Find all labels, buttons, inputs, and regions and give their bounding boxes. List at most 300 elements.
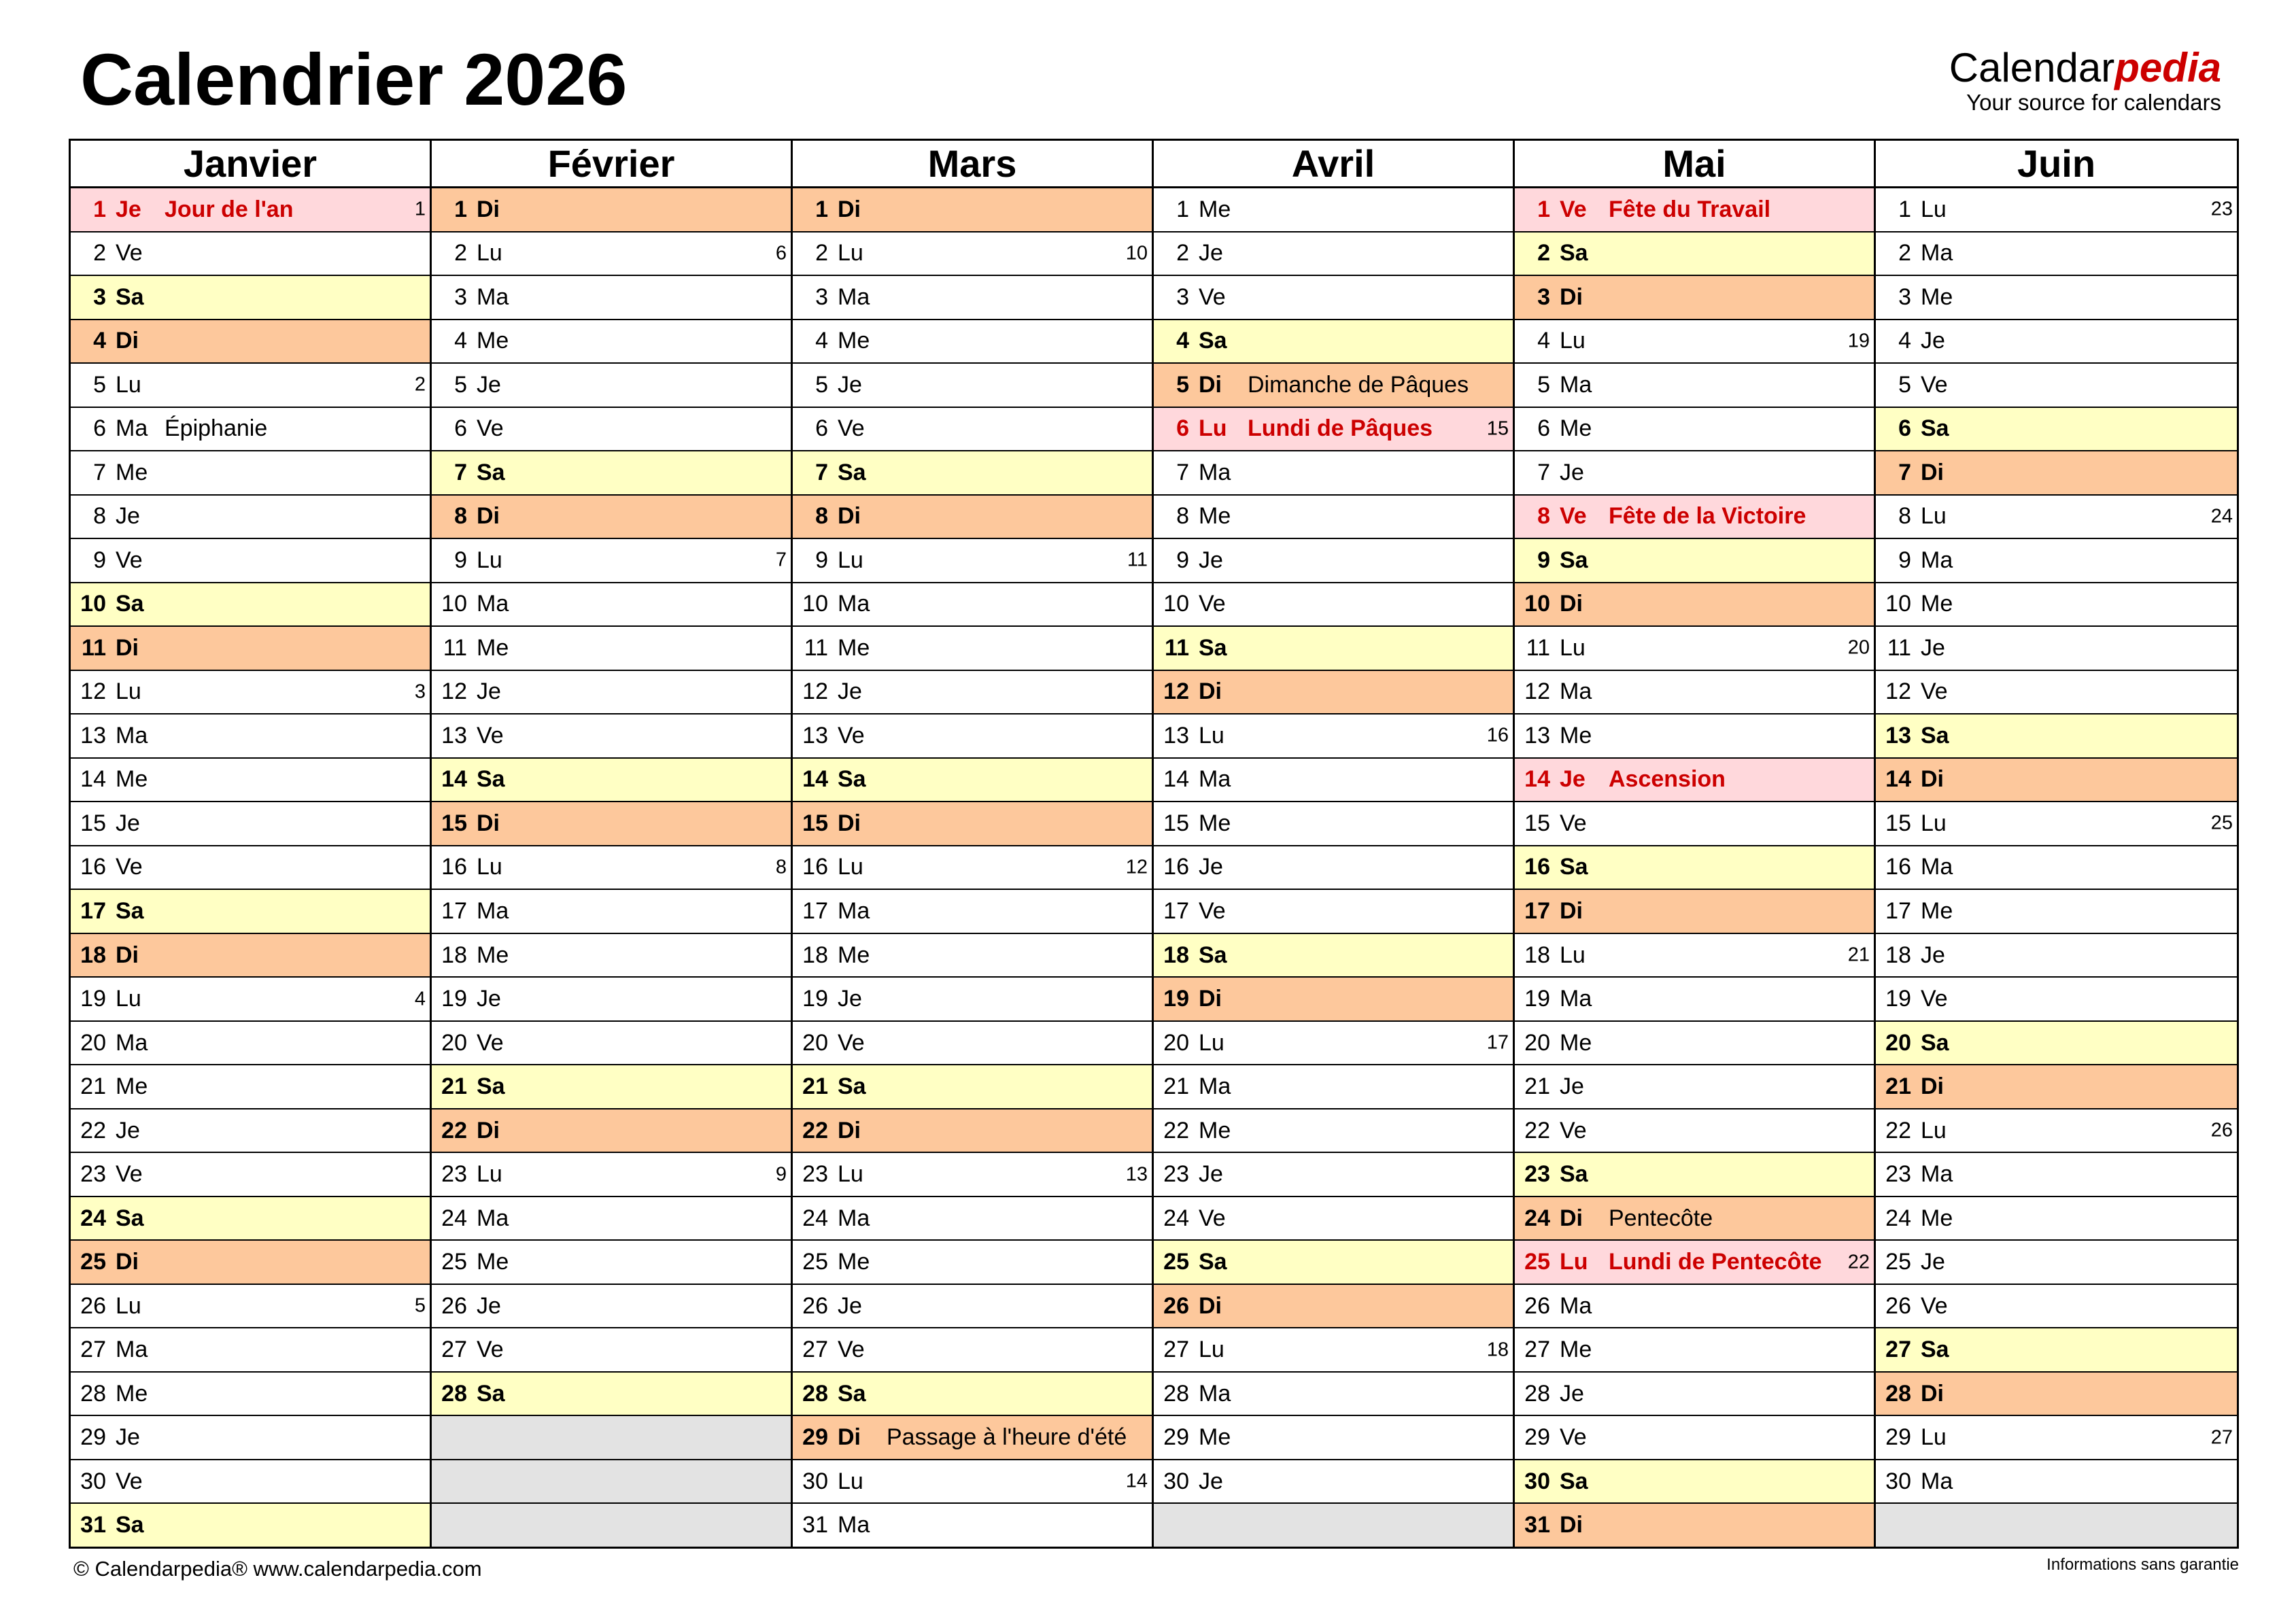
weekday-label: Me xyxy=(1560,415,1592,442)
week-number: 26 xyxy=(2210,1119,2233,1141)
weekday-label: Je xyxy=(1921,634,1945,661)
day-row xyxy=(1154,978,1513,1022)
day-row xyxy=(793,759,1152,803)
day-number: 30 xyxy=(1524,1468,1550,1494)
day-number: 2 xyxy=(93,240,106,266)
day-number: 21 xyxy=(802,1073,828,1100)
day-number: 11 xyxy=(1887,634,1911,661)
day-number: 3 xyxy=(1898,283,1911,310)
event-label: Pentecôte xyxy=(1609,1205,1713,1231)
weekday-label: Di xyxy=(477,196,500,222)
day-number: 11 xyxy=(82,634,106,661)
day-number: 12 xyxy=(441,678,467,705)
day-row xyxy=(1515,1022,1874,1066)
weekday-label: Di xyxy=(477,1117,500,1143)
weekday-label: Me xyxy=(477,328,509,354)
day-number: 1 xyxy=(1537,196,1550,222)
weekday-label: Sa xyxy=(838,1380,866,1407)
weekday-label: Lu xyxy=(1560,328,1586,354)
weekday-label: Lu xyxy=(1921,1424,1947,1451)
day-row xyxy=(793,846,1152,891)
weekday-label: Di xyxy=(838,196,861,222)
weekday-label: Me xyxy=(477,634,509,661)
weekday-label: Lu xyxy=(1921,810,1947,836)
day-number: 6 xyxy=(815,415,828,442)
day-number: 27 xyxy=(802,1337,828,1363)
weekday-label: Di xyxy=(116,634,139,661)
day-number: 30 xyxy=(1885,1468,1911,1494)
day-row xyxy=(1876,1153,2237,1197)
week-number: 23 xyxy=(2210,198,2233,220)
day-number: 1 xyxy=(1898,196,1911,222)
weekday-label: Ma xyxy=(1560,986,1592,1012)
day-number: 16 xyxy=(802,854,828,880)
day-number: 14 xyxy=(1885,766,1911,793)
day-row xyxy=(793,408,1152,452)
day-number: 5 xyxy=(1176,371,1189,398)
day-row xyxy=(432,1153,791,1197)
weekday-label: Sa xyxy=(1560,547,1588,573)
day-number: 28 xyxy=(802,1380,828,1407)
day-number: 11 xyxy=(1526,634,1550,661)
weekday-label: Di xyxy=(1560,591,1583,617)
weekday-label: Ve xyxy=(838,722,865,748)
weekday-label: Je xyxy=(838,1292,862,1319)
day-number: 17 xyxy=(441,898,467,924)
day-number: 3 xyxy=(454,283,467,310)
day-row xyxy=(71,1460,430,1504)
day-row xyxy=(71,1109,430,1154)
week-number: 17 xyxy=(1486,1031,1509,1054)
day-number: 13 xyxy=(441,722,467,748)
day-row xyxy=(1876,1460,2237,1504)
day-number: 4 xyxy=(1898,328,1911,354)
week-number: 5 xyxy=(414,1294,426,1317)
day-number: 7 xyxy=(1898,459,1911,485)
weekday-label: Di xyxy=(1560,1205,1583,1231)
day-number: 18 xyxy=(80,942,106,968)
day-number: 6 xyxy=(93,415,106,442)
day-number: 4 xyxy=(93,328,106,354)
day-number: 25 xyxy=(80,1249,106,1275)
weekday-label: Ma xyxy=(1560,1292,1592,1319)
weekday-label: Ve xyxy=(477,722,504,748)
day-number: 9 xyxy=(815,547,828,573)
weekday-label: Me xyxy=(1921,283,1953,310)
weekday-label: Lu xyxy=(1921,1117,1947,1143)
day-row xyxy=(793,451,1152,496)
weekday-label: Sa xyxy=(1199,1249,1227,1275)
day-row xyxy=(432,715,791,759)
day-row xyxy=(432,233,791,277)
month-header: Février xyxy=(432,141,791,188)
day-number: 13 xyxy=(80,722,106,748)
weekday-label: Me xyxy=(116,766,148,793)
day-number: 30 xyxy=(802,1468,828,1494)
day-number: 20 xyxy=(802,1029,828,1056)
day-row xyxy=(1515,1328,1874,1373)
day-number: 20 xyxy=(80,1029,106,1056)
weekday-label: Lu xyxy=(1560,634,1586,661)
day-number: 31 xyxy=(802,1512,828,1538)
day-row xyxy=(1876,1197,2237,1241)
week-number: 4 xyxy=(414,988,426,1010)
weekday-label: Me xyxy=(838,1249,870,1275)
day-number: 2 xyxy=(454,240,467,266)
day-row xyxy=(71,1416,430,1460)
day-number: 8 xyxy=(454,503,467,530)
weekday-label: Sa xyxy=(1921,722,1949,748)
week-number: 1 xyxy=(414,198,426,220)
weekday-label: Me xyxy=(838,634,870,661)
day-row xyxy=(71,583,430,627)
weekday-label: Me xyxy=(1199,196,1231,222)
month-header: Janvier xyxy=(71,141,430,188)
day-row xyxy=(793,715,1152,759)
holiday-label: Ascension xyxy=(1609,766,1726,793)
day-number: 15 xyxy=(1885,810,1911,836)
day-row xyxy=(1876,451,2237,496)
day-row xyxy=(71,802,430,846)
weekday-label: Ma xyxy=(1921,1468,1953,1494)
weekday-label: Ma xyxy=(116,415,148,442)
day-number: 15 xyxy=(802,810,828,836)
event-label: Épiphanie xyxy=(165,415,268,442)
day-row xyxy=(1154,1109,1513,1154)
day-row xyxy=(793,496,1152,540)
day-row xyxy=(71,846,430,891)
day-number: 2 xyxy=(1898,240,1911,266)
day-number: 8 xyxy=(93,503,106,530)
day-row xyxy=(1876,364,2237,408)
day-row xyxy=(1515,1416,1874,1460)
month-header: Avril xyxy=(1154,141,1513,188)
day-number: 5 xyxy=(93,371,106,398)
day-row xyxy=(793,1241,1152,1285)
month-column xyxy=(1154,141,1515,1547)
day-row xyxy=(1154,320,1513,364)
day-number: 27 xyxy=(1524,1337,1550,1363)
day-row xyxy=(1154,1373,1513,1417)
day-row xyxy=(1515,627,1874,671)
weekday-label: Me xyxy=(116,459,148,485)
day-row xyxy=(1515,846,1874,891)
weekday-label: Me xyxy=(116,1073,148,1100)
day-row xyxy=(1876,890,2237,934)
day-number: 17 xyxy=(802,898,828,924)
weekday-label: Ve xyxy=(838,1337,865,1363)
day-number: 20 xyxy=(1524,1029,1550,1056)
day-row xyxy=(71,1197,430,1241)
empty-cell xyxy=(432,1504,791,1547)
day-row xyxy=(432,320,791,364)
month-header: Mars xyxy=(793,141,1152,188)
day-number: 31 xyxy=(80,1512,106,1538)
day-list xyxy=(1515,188,1874,1547)
day-number: 26 xyxy=(1163,1292,1189,1319)
day-number: 4 xyxy=(1176,328,1189,354)
weekday-label: Je xyxy=(838,678,862,705)
weekday-label: Ve xyxy=(838,415,865,442)
day-row xyxy=(1876,978,2237,1022)
weekday-label: Sa xyxy=(1199,328,1227,354)
weekday-label: Me xyxy=(477,1249,509,1275)
weekday-label: Me xyxy=(1199,810,1231,836)
day-row xyxy=(793,890,1152,934)
weekday-label: Ma xyxy=(1560,371,1592,398)
weekday-label: Me xyxy=(1921,1205,1953,1231)
weekday-label: Di xyxy=(1560,1512,1583,1538)
weekday-label: Lu xyxy=(838,1161,863,1188)
month-column xyxy=(1515,141,1876,1547)
day-number: 24 xyxy=(1524,1205,1550,1231)
day-number: 14 xyxy=(1163,766,1189,793)
day-row xyxy=(1876,408,2237,452)
day-number: 3 xyxy=(815,283,828,310)
day-row xyxy=(1154,890,1513,934)
brand-name-part2: pedia xyxy=(2114,45,2221,90)
day-row xyxy=(432,1373,791,1417)
weekday-label: Je xyxy=(1560,1380,1584,1407)
day-row xyxy=(793,1065,1152,1109)
day-list xyxy=(1154,188,1513,1547)
day-row xyxy=(432,188,791,233)
weekday-label: Sa xyxy=(116,1205,144,1231)
weekday-label: Ve xyxy=(116,854,143,880)
weekday-label: Je xyxy=(1560,1073,1584,1100)
weekday-label: Di xyxy=(477,503,500,530)
day-number: 14 xyxy=(441,766,467,793)
day-row xyxy=(1515,671,1874,715)
day-number: 1 xyxy=(454,196,467,222)
day-row xyxy=(1154,276,1513,320)
day-row xyxy=(793,1109,1152,1154)
weekday-label: Lu xyxy=(1199,722,1224,748)
day-row xyxy=(432,627,791,671)
day-row xyxy=(1515,1197,1874,1241)
brand-name-part1: Calendar xyxy=(1949,45,2115,90)
weekday-label: Ve xyxy=(1921,1292,1948,1319)
day-row xyxy=(1154,188,1513,233)
weekday-label: Me xyxy=(1560,1029,1592,1056)
holiday-label: Lundi de Pentecôte xyxy=(1609,1249,1822,1275)
day-number: 14 xyxy=(80,766,106,793)
weekday-label: Sa xyxy=(116,898,144,924)
day-row xyxy=(1154,1241,1513,1285)
day-row xyxy=(1515,1241,1874,1285)
day-row xyxy=(71,233,430,277)
weekday-label: Di xyxy=(1199,678,1222,705)
day-row xyxy=(71,1285,430,1329)
day-row xyxy=(71,276,430,320)
day-row xyxy=(1154,496,1513,540)
day-row xyxy=(432,1197,791,1241)
day-row xyxy=(1515,1460,1874,1504)
weekday-label: Je xyxy=(1199,240,1223,266)
day-number: 25 xyxy=(1524,1249,1550,1275)
day-row xyxy=(1876,539,2237,583)
day-row xyxy=(1515,276,1874,320)
weekday-label: Ma xyxy=(838,1512,870,1538)
day-row xyxy=(793,978,1152,1022)
day-row xyxy=(1154,802,1513,846)
week-number: 2 xyxy=(414,373,426,396)
day-row xyxy=(1154,1197,1513,1241)
weekday-label: Lu xyxy=(1560,1249,1588,1275)
day-number: 12 xyxy=(1885,678,1911,705)
day-row xyxy=(1515,1504,1874,1547)
day-row xyxy=(432,1328,791,1373)
day-number: 29 xyxy=(1524,1424,1550,1451)
day-row xyxy=(432,539,791,583)
weekday-label: Je xyxy=(1199,1161,1223,1188)
weekday-label: Ma xyxy=(477,898,509,924)
weekday-label: Sa xyxy=(116,591,144,617)
weekday-label: Ve xyxy=(838,1029,865,1056)
brand-name xyxy=(1949,45,2221,90)
day-number: 12 xyxy=(1163,678,1189,705)
day-number: 29 xyxy=(1163,1424,1189,1451)
day-number: 11 xyxy=(443,634,467,661)
week-number: 9 xyxy=(775,1163,787,1186)
month-header: Juin xyxy=(1876,141,2237,188)
weekday-label: Lu xyxy=(116,1292,141,1319)
weekday-label: Lu xyxy=(477,854,502,880)
weekday-label: Di xyxy=(838,1117,861,1143)
day-row xyxy=(793,188,1152,233)
weekday-label: Me xyxy=(1199,503,1231,530)
day-number: 12 xyxy=(80,678,106,705)
day-row xyxy=(793,1197,1152,1241)
weekday-label: Lu xyxy=(1199,415,1227,442)
day-number: 16 xyxy=(80,854,106,880)
day-row xyxy=(71,451,430,496)
month-column xyxy=(1876,141,2237,1547)
day-number: 27 xyxy=(1885,1337,1911,1363)
day-row xyxy=(1515,715,1874,759)
weekday-label: Ve xyxy=(1921,371,1948,398)
day-number: 20 xyxy=(1885,1029,1911,1056)
day-number: 16 xyxy=(1885,854,1911,880)
day-number: 2 xyxy=(1176,240,1189,266)
weekday-label: Lu xyxy=(838,547,863,573)
day-row xyxy=(793,1373,1152,1417)
day-row xyxy=(1876,671,2237,715)
day-row xyxy=(793,233,1152,277)
day-number: 26 xyxy=(80,1292,106,1319)
day-number: 16 xyxy=(441,854,467,880)
weekday-label: Je xyxy=(1199,547,1223,573)
weekday-label: Je xyxy=(116,810,140,836)
day-row xyxy=(1876,1022,2237,1066)
day-row xyxy=(1876,1373,2237,1417)
day-row xyxy=(71,1241,430,1285)
day-row xyxy=(793,1504,1152,1547)
day-number: 28 xyxy=(1885,1380,1911,1407)
holiday-label: Lundi de Pâques xyxy=(1248,415,1433,442)
weekday-label: Di xyxy=(1921,766,1944,793)
week-number: 10 xyxy=(1125,242,1148,264)
weekday-label: Ma xyxy=(116,1029,148,1056)
day-row xyxy=(432,978,791,1022)
weekday-label: Di xyxy=(477,810,500,836)
day-row xyxy=(1876,276,2237,320)
day-number: 19 xyxy=(80,986,106,1012)
day-row xyxy=(793,627,1152,671)
day-number: 6 xyxy=(1898,415,1911,442)
day-number: 29 xyxy=(1885,1424,1911,1451)
week-number: 21 xyxy=(1847,944,1870,966)
week-number: 25 xyxy=(2210,812,2233,834)
day-number: 17 xyxy=(1524,898,1550,924)
day-list xyxy=(1876,188,2237,1547)
weekday-label: Ma xyxy=(1199,1073,1231,1100)
weekday-label: Je xyxy=(116,196,141,222)
day-number: 22 xyxy=(1885,1117,1911,1143)
day-number: 10 xyxy=(1524,591,1550,617)
weekday-label: Lu xyxy=(1199,1029,1224,1056)
weekday-label: Ma xyxy=(477,283,509,310)
weekday-label: Ve xyxy=(1199,898,1226,924)
weekday-label: Di xyxy=(1560,283,1583,310)
day-number: 9 xyxy=(1898,547,1911,573)
weekday-label: Lu xyxy=(838,1468,863,1494)
empty-cell xyxy=(432,1460,791,1504)
day-number: 24 xyxy=(802,1205,828,1231)
day-row xyxy=(1876,1328,2237,1373)
weekday-label: Sa xyxy=(116,283,144,310)
brand-logo xyxy=(1949,45,2221,115)
day-number: 17 xyxy=(1163,898,1189,924)
day-number: 10 xyxy=(1885,591,1911,617)
weekday-label: Sa xyxy=(477,1380,505,1407)
footer-disclaimer: Informations sans garantie xyxy=(2046,1555,2239,1574)
weekday-label: Di xyxy=(1199,986,1222,1012)
day-number: 17 xyxy=(1885,898,1911,924)
day-row xyxy=(1515,1109,1874,1154)
day-number: 13 xyxy=(802,722,828,748)
weekday-label: Ma xyxy=(1921,1161,1953,1188)
holiday-label: Jour de l'an xyxy=(165,196,294,222)
week-number: 27 xyxy=(2210,1426,2233,1449)
day-number: 27 xyxy=(80,1337,106,1363)
day-row xyxy=(793,1153,1152,1197)
week-number: 11 xyxy=(1127,549,1148,571)
empty-cell xyxy=(1876,1504,2237,1547)
day-number: 15 xyxy=(1163,810,1189,836)
weekday-label: Je xyxy=(477,1292,501,1319)
weekday-label: Lu xyxy=(477,240,502,266)
weekday-label: Di xyxy=(1560,898,1583,924)
page-title: Calendrier 2026 xyxy=(80,38,628,120)
day-number: 28 xyxy=(441,1380,467,1407)
day-list xyxy=(71,188,430,1547)
weekday-label: Sa xyxy=(1199,634,1227,661)
day-row xyxy=(1515,934,1874,978)
weekday-label: Ma xyxy=(838,1205,870,1231)
day-number: 28 xyxy=(1163,1380,1189,1407)
weekday-label: Me xyxy=(1199,1117,1231,1143)
day-number: 3 xyxy=(1176,283,1189,310)
day-row xyxy=(432,364,791,408)
day-row xyxy=(1154,846,1513,891)
weekday-label: Sa xyxy=(1921,1029,1949,1056)
weekday-label: Je xyxy=(477,678,501,705)
day-row xyxy=(793,1022,1152,1066)
weekday-label: Je xyxy=(1921,1249,1945,1275)
day-number: 11 xyxy=(804,634,828,661)
day-number: 30 xyxy=(80,1468,106,1494)
